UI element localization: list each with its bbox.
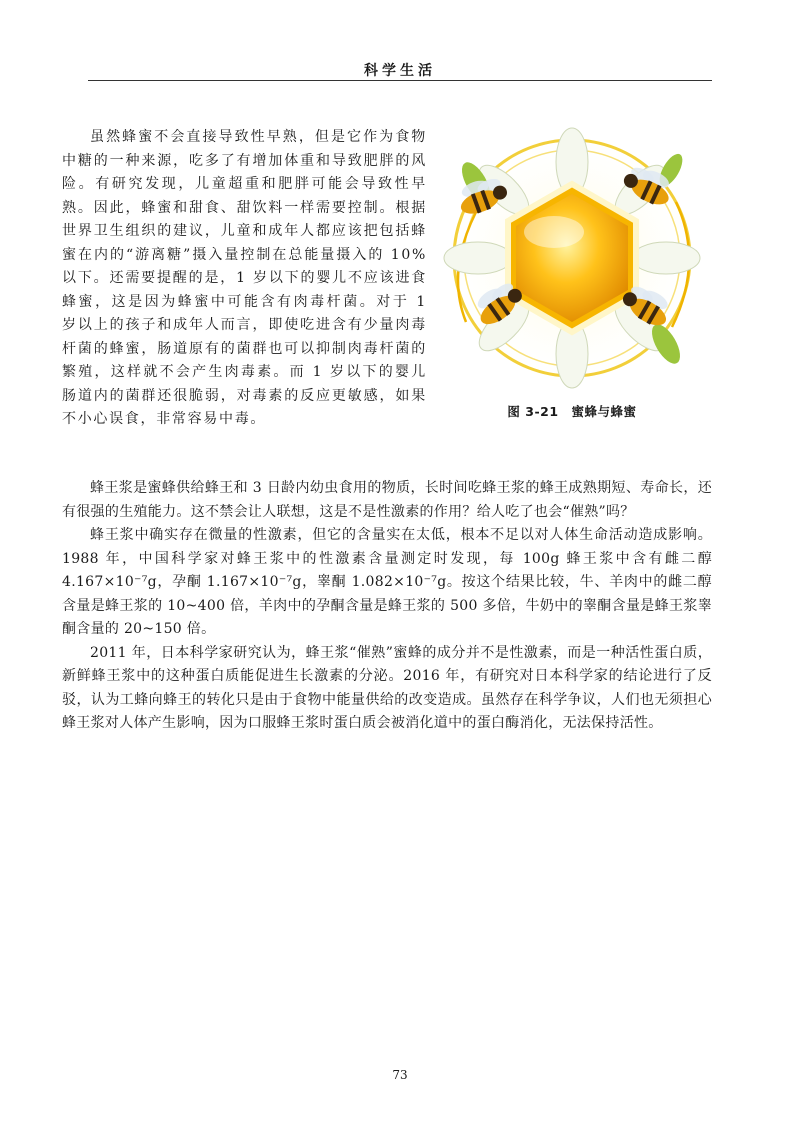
bee-honey-illustration xyxy=(436,122,708,394)
paragraph-research-debate: 2011 年，日本科学家研究认为，蜂王浆“催熟”蜜蜂的成分并不是性激素，而是一种活性蛋白质，新鲜蜂王浆中的这种蛋白质能促进生长激素的分泌。2016 年，有研究对日本科学家的结论进行了反驳，认为工蜂向蜂王的转化只是由于食物中能量供给的改变造成。虽然存在科学争议，人们也无须担心蜂王浆对人体产生影响，因为口服蜂王浆时蛋白质会被消化道中的蛋白酶消化，无法保持活性。 xyxy=(62,644,712,731)
figure-caption: 图 3-21 蜜蜂与蜂蜜 xyxy=(507,404,637,419)
floating-text-block xyxy=(62,126,427,432)
header-rule xyxy=(88,80,712,81)
main-text-block xyxy=(62,477,712,736)
paragraph-royal-jelly: 蜂王浆是蜜蜂供给蜂王和 3 日龄内幼虫食用的物质，长时间吃蜂王浆的蜂王成熟期短、寿命长，还有很强的生殖能力。这不禁会让人联想，这是不是性激素的作用？给人吃了也会“催熟”吗？ xyxy=(62,480,712,520)
bee-honey-graphic xyxy=(436,122,708,394)
page-header-title: 科学生活 xyxy=(364,63,436,79)
paragraph-hormone-content: 蜂王浆中确实存在微量的性激素，但它的含量实在太低，根本不足以对人体生命活动造成影响。1988 年，中国科学家对蜂王浆中的性激素含量测定时发现，每 100g 蜂王浆中含有雌二醇 4.167×10⁻⁷g，孕酮 1.167×10⁻⁷g，睾酮 1.082×10⁻⁷g。按这个结果比较，牛、羊肉中的雌二醇含量是蜂王浆的 10~400 倍，羊肉中的孕酮含量是蜂王浆的 500 多倍，牛奶中的睾酮含量是蜂王浆睾酮含量的 20~150 倍。 xyxy=(62,527,712,637)
page-number: 73 xyxy=(392,1068,408,1082)
paragraph-honey: 虽然蜂蜜不会直接导致性早熟，但是它作为食物中糖的一种来源，吃多了有增加体重和导致肥胖的风险。有研究发现，儿童超重和肥胖可能会导致性早熟。因此，蜂蜜和甜食、甜饮料一样需要控制。根据世界卫生组织的建议，儿童和成年人都应该把包括蜂蜜在内的“游离糖”摄入量控制在总能量摄入的 10% 以下。还需要提醒的是，1 岁以下的婴儿不应该进食蜂蜜，这是因为蜂蜜中可能含有肉毒杆菌。对于 1 岁以上的孩子和成年人而言，即使吃进含有少量肉毒杆菌的蜂蜜，肠道原有的菌群也可以抑制肉毒杆菌的繁殖，这样就不会产生肉毒素。而 1 岁以下的婴儿肠道内的菌群还很脆弱，对毒素的反应更敏感，如果不小心误食，非常容易中毒。 xyxy=(62,129,427,427)
